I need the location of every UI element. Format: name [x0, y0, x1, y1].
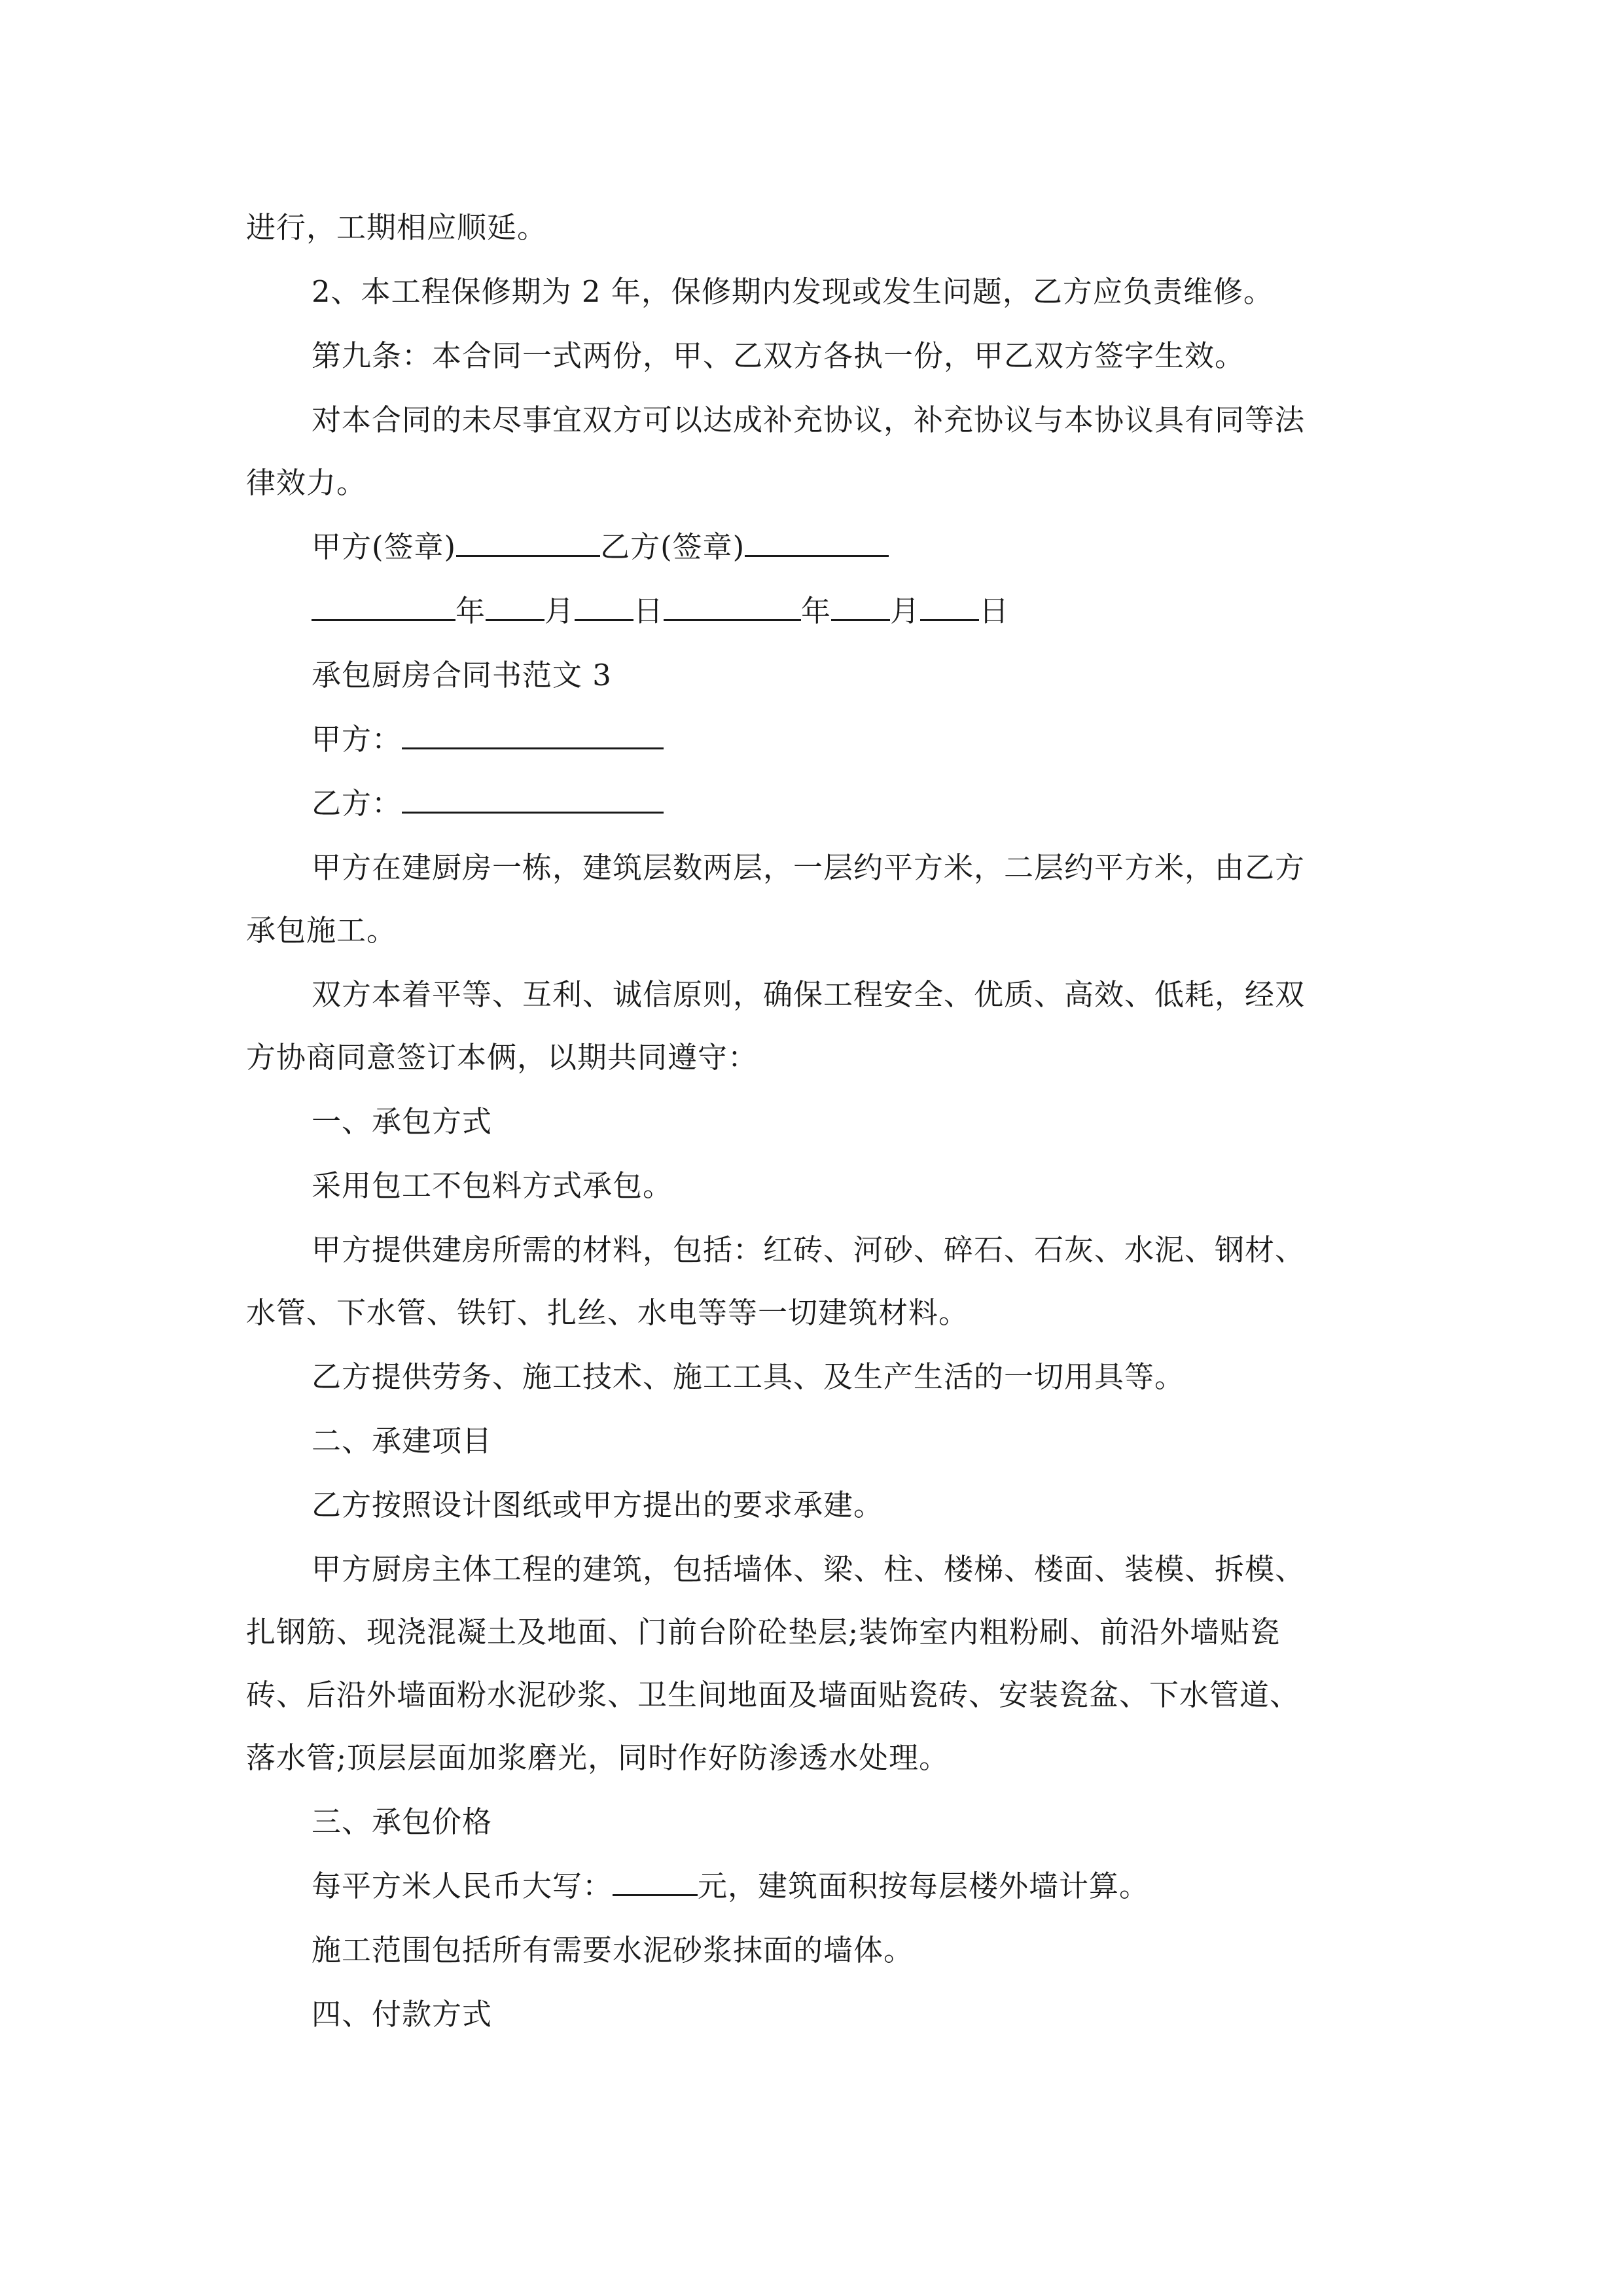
month-label: 月 [890, 594, 921, 628]
party-a-line [312, 720, 664, 759]
section-heading: 二、承建项目 [312, 1424, 493, 1458]
paragraph-line: 水管、下水管、铁钉、扎丝、水电等等一切建筑材料。 [246, 1295, 969, 1330]
price-line [312, 1867, 1149, 1906]
section-heading: 承包厨房合同书范文 3 [312, 658, 612, 692]
paragraph-line: 进行，工期相应顺延。 [246, 210, 548, 245]
section-heading: 一、承包方式 [312, 1104, 493, 1139]
month-label: 月 [544, 594, 575, 628]
month-blank [486, 593, 544, 621]
paragraph-line: 律效力。 [246, 465, 367, 500]
sig-party-b-label: 乙方(签章) [600, 529, 745, 564]
paragraph-line: 方协商同意签订本俩，以期共同遵守： [246, 1040, 758, 1075]
day-label: 日 [979, 594, 1010, 628]
day-blank [920, 593, 979, 621]
sig-party-b-blank [745, 529, 889, 557]
paragraph-line: 甲方在建厨房一栋，建筑层数两层，一层约平方米，二层约平方米，由乙方 [312, 850, 1306, 885]
party-a-label: 甲方： [312, 722, 402, 757]
paragraph-line: 双方本着平等、互利、诚信原则，确保工程安全、优质、高效、低耗，经双 [312, 977, 1306, 1012]
paragraph-line: 甲方提供建房所需的材料，包括：红砖、河砂、碎石、石灰、水泥、钢材、 [312, 1232, 1306, 1267]
paragraph-line: 甲方厨房主体工程的建筑，包括墙体、梁、柱、楼梯、楼面、装模、拆模、 [312, 1552, 1306, 1587]
year-label: 年 [455, 594, 486, 628]
year-blank [664, 593, 801, 621]
year-blank [312, 593, 455, 621]
paragraph-line: 承包施工。 [246, 913, 397, 948]
year-label: 年 [801, 594, 832, 628]
party-b-blank [402, 785, 664, 814]
sig-party-a-blank [456, 529, 600, 557]
section-heading: 四、付款方式 [312, 1997, 493, 2032]
paragraph-line: 施工范围包括所有需要水泥砂浆抹面的墙体。 [312, 1933, 914, 1967]
paragraph-line: 砖、后沿外墙面粉水泥砂浆、卫生间地面及墙面贴瓷砖、安装瓷盆、下水管道、 [246, 1677, 1300, 1712]
date-line [312, 592, 1009, 631]
paragraph-line: 落水管;顶层层面加浆磨光，同时作好防渗透水处理。 [246, 1740, 950, 1775]
day-label: 日 [633, 594, 664, 628]
paragraph-line: 乙方提供劳务、施工技术、施工工具、及生产生活的一切用具等。 [312, 1359, 1185, 1394]
price-blank [613, 1868, 698, 1896]
paragraph-line: 2、本工程保修期为 2 年，保修期内发现或发生问题，乙方应负责维修。 [312, 274, 1274, 309]
price-text: 元，建筑面积按每层楼外墙计算。 [698, 1869, 1150, 1903]
paragraph-line: 乙方按照设计图纸或甲方提出的要求承建。 [312, 1488, 884, 1522]
signature-line [312, 528, 889, 567]
price-label: 每平方米人民币大写： [312, 1869, 613, 1903]
paragraph-line: 第九条：本合同一式两份，甲、乙双方各执一份，甲乙双方签字生效。 [312, 338, 1245, 373]
paragraph-line: 采用包工不包料方式承包。 [312, 1168, 673, 1203]
party-b-label: 乙方： [312, 786, 402, 821]
day-blank [575, 593, 633, 621]
sig-party-a-label: 甲方(签章) [312, 529, 457, 564]
paragraph-line: 扎钢筋、现浇混凝土及地面、门前台阶砼垫层;装饰室内粗粉刷、前沿外墙贴瓷 [246, 1615, 1281, 1649]
party-b-line [312, 784, 664, 823]
party-a-blank [402, 721, 664, 749]
section-heading: 三、承包价格 [312, 1804, 493, 1839]
month-blank [831, 593, 890, 621]
paragraph-line: 对本合同的未尽事宜双方可以达成补充协议，补充协议与本协议具有同等法 [312, 403, 1306, 437]
